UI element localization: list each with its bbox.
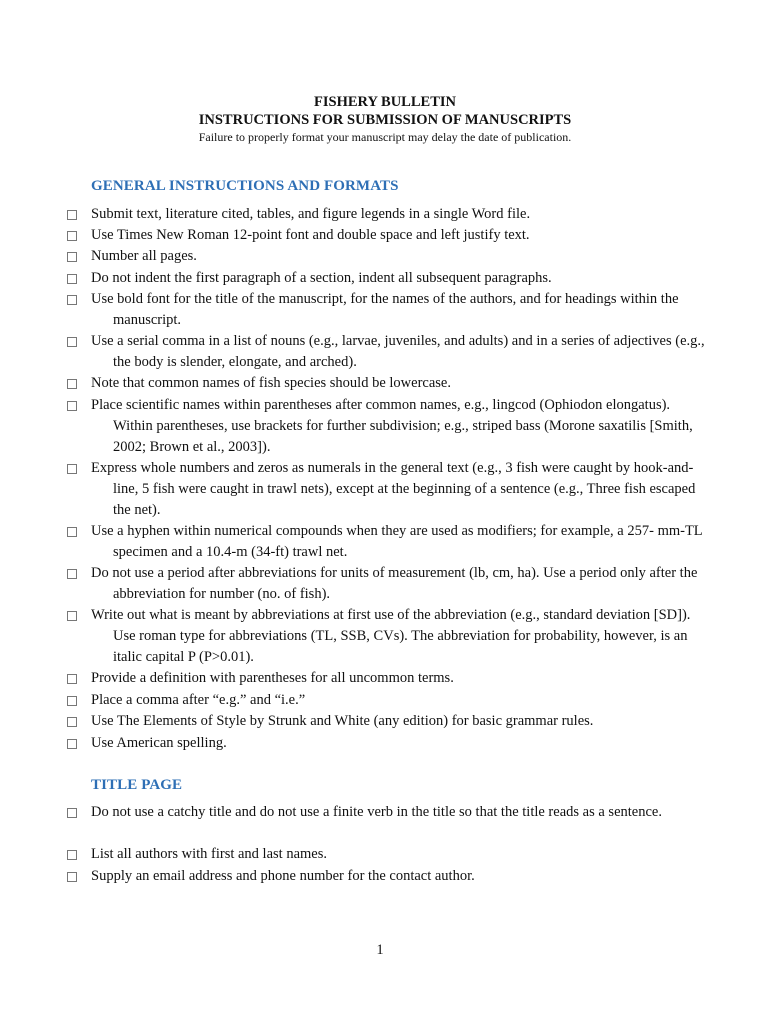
checkbox-icon[interactable] — [67, 210, 77, 220]
checkbox-icon[interactable] — [67, 231, 77, 241]
checkbox-icon[interactable] — [67, 464, 77, 474]
checklist-item: Number all pages. — [67, 246, 707, 267]
checklist-item: Use a serial comma in a list of nouns (e.g., larvae, juveniles, and adults) and in a series of adjectives (e.g., the body is slender, elongate, and arched). — [67, 331, 707, 373]
checklist-item: Use Times New Roman 12-point font and double space and left justify text. — [67, 225, 707, 246]
checklist-item: Place a comma after “e.g.” and “i.e.” — [67, 690, 707, 711]
checklist-item: Place scientific names within parentheses after common names, e.g., lingcod (Ophiodon elongatus). Within parentheses, use brackets for further subdivision; e.g., striped bass (Morone saxatilis [Smith, 2002; Brown et al., 2003]). — [67, 395, 707, 458]
checklist-item: Do not indent the first paragraph of a section, indent all subsequent paragraphs. — [67, 268, 707, 289]
checkbox-icon[interactable] — [67, 401, 77, 411]
checkbox-icon[interactable] — [67, 337, 77, 347]
checkbox-icon[interactable] — [67, 295, 77, 305]
checkbox-icon[interactable] — [67, 379, 77, 389]
checkbox-icon[interactable] — [67, 611, 77, 621]
checkbox-icon[interactable] — [67, 696, 77, 706]
document-title: INSTRUCTIONS FOR SUBMISSION OF MANUSCRIPTS — [198, 112, 572, 128]
checkbox-icon[interactable] — [67, 569, 77, 579]
checklist-item: Use a hyphen within numerical compounds when they are used as modifiers; for example, a 257- mm-TL specimen and a 10.4-m (34-ft) trawl net. — [67, 521, 707, 563]
checklist-item: Write out what is meant by abbreviations at first use of the abbreviation (e.g., standard deviation [SD]). Use roman type for abbreviations (TL, SSB, CVs). The abbreviation for probability, however, is an italic capital P (P>0.01). — [67, 605, 707, 668]
checklist-item: Do not use a catchy title and do not use a finite verb in the title so that the title reads as a sentence. — [67, 802, 707, 823]
checklist-item: Note that common names of fish species should be lowercase. — [67, 373, 707, 394]
checkbox-icon[interactable] — [67, 850, 77, 860]
section-heading-general: GENERAL INSTRUCTIONS AND FORMATS — [91, 178, 399, 194]
checklist-item: List all authors with first and last names. — [67, 844, 707, 865]
checklist-item: Supply an email address and phone number for the contact author. — [67, 866, 707, 887]
checkbox-icon[interactable] — [67, 252, 77, 262]
checklist-item: Submit text, literature cited, tables, and figure legends in a single Word file. — [67, 204, 707, 225]
document-subtitle: Failure to properly format your manuscript may delay the date of publication. — [198, 130, 572, 144]
checklist-item: Use bold font for the title of the manuscript, for the names of the authors, and for headings within the manuscript. — [67, 289, 707, 331]
checkbox-icon[interactable] — [67, 872, 77, 882]
section-heading-title-page: TITLE PAGE — [91, 777, 183, 793]
page-number: 1 — [376, 942, 384, 958]
checklist-item: Use American spelling. — [67, 733, 707, 754]
checkbox-icon[interactable] — [67, 808, 77, 818]
checklist-item: Do not use a period after abbreviations for units of measurement (lb, cm, ha). Use a period only after the abbreviation for number (no. of fish). — [67, 563, 707, 605]
checklist-item: Provide a definition with parentheses for all uncommon terms. — [67, 668, 707, 689]
checklist-item: Express whole numbers and zeros as numerals in the general text (e.g., 3 fish were caught by hook-and-line, 5 fish were caught in trawl nets), except at the beginning of a sentence (e.g., Three fish escaped the net). — [67, 458, 707, 521]
checklist-item: Use The Elements of Style by Strunk and White (any edition) for basic grammar rules. — [67, 711, 707, 732]
checkbox-icon[interactable] — [67, 274, 77, 284]
checkbox-icon[interactable] — [67, 674, 77, 684]
checkbox-icon[interactable] — [67, 527, 77, 537]
checkbox-icon[interactable] — [67, 739, 77, 749]
journal-title: FISHERY BULLETIN — [314, 94, 456, 110]
checkbox-icon[interactable] — [67, 717, 77, 727]
